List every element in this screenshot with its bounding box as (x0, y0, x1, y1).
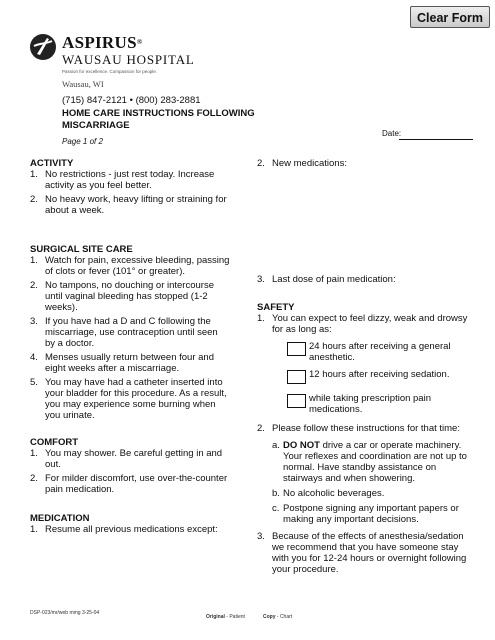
document-title (62, 108, 255, 132)
item-text: Because of the effects of anesthesia/sedation we recommend that you have someone stay with you for 12-24 hours or overnight following your procedure. (272, 531, 467, 575)
sub-letter: a. (272, 440, 280, 451)
brand-name: ASPIRUS® (62, 33, 143, 52)
copy-label: Copy (263, 614, 276, 620)
item-text: Menses usually return between four and eight weeks after a miscarriage. (45, 352, 214, 374)
sub-text: drive a car or operate machinery. Your reflexes and coordination are not up to normal. Have standby assistance on stairways and when showering. (283, 440, 467, 484)
title-line-1: HOME CARE INSTRUCTIONS FOLLOWING (62, 108, 255, 119)
copy-routing (263, 614, 292, 620)
duration-options (257, 341, 472, 415)
item-text: Watch for pain, excessive bleeding, passing of clots or fever (101° or greater). (45, 255, 230, 277)
item-number: 1. (30, 448, 38, 459)
sub-letter: c. (272, 503, 280, 514)
checkbox[interactable] (287, 342, 306, 356)
safety-heading: SAFETY (257, 302, 295, 313)
activity-heading: ACTIVITY (30, 158, 74, 169)
hospital-name: WAUSAU HOSPITAL (62, 52, 195, 67)
item-number: 1. (30, 255, 38, 266)
item-text: For milder discomfort, use over-the-counter pain medication. (45, 473, 228, 495)
checkbox[interactable] (287, 370, 306, 384)
tagline: Passion for excellence. Compassion for people. (62, 69, 158, 74)
surgical-heading: SURGICAL SITE CARE (30, 244, 133, 255)
item-text: No restrictions - just rest today. Increase activity as you feel better. (45, 169, 215, 191)
item-number: 1. (30, 524, 38, 535)
medication-item (257, 274, 472, 285)
left-column (30, 158, 230, 535)
brand-mark: ® (136, 38, 143, 46)
right-column (257, 158, 472, 575)
safety-item (257, 423, 472, 434)
date-label: Date: (382, 129, 402, 138)
original-destination: - Patient (224, 614, 245, 620)
option-label: while taking prescription pain medications. (309, 393, 431, 415)
surgical-item (30, 255, 230, 277)
option-label: 12 hours after receiving sedation. (309, 369, 450, 380)
activity-item (30, 169, 230, 191)
sub-text: Postpone signing any important papers or making any important decisions. (283, 503, 459, 525)
item-text: You may have had a catheter inserted into your bladder for this procedure. As a result, you may experience some burning when you urinate. (45, 377, 227, 421)
page-indicator: Page 1 of 2 (62, 137, 103, 146)
comfort-item (30, 473, 230, 495)
title-line-2: MISCARRIAGE (62, 120, 130, 131)
medication-item (257, 158, 472, 169)
safety-sub-list (257, 440, 472, 525)
item-number: 1. (257, 313, 265, 324)
form-id: DSP-023/mr/web mmg 3-25-04 (30, 610, 100, 616)
item-text: Resume all previous medications except: (45, 524, 218, 535)
item-number: 3. (257, 531, 265, 542)
comfort-item (30, 448, 230, 470)
medication-heading: MEDICATION (30, 513, 90, 524)
item-number: 2. (30, 473, 38, 484)
item-text: New medications: (272, 158, 347, 169)
item-number: 3. (30, 316, 38, 327)
sub-bold: DO NOT (283, 440, 320, 451)
sub-letter: b. (272, 488, 280, 499)
item-number: 3. (257, 274, 265, 285)
surgical-item (30, 316, 230, 349)
safety-item (257, 531, 472, 575)
safety-item (257, 313, 472, 335)
date-field[interactable] (399, 139, 473, 140)
phone-numbers: (715) 847-2121 • (800) 283-2881 (62, 95, 201, 106)
item-number: 2. (30, 194, 38, 205)
option-general-anesthetic (287, 341, 472, 363)
item-number: 4. (30, 352, 38, 363)
item-text: Last dose of pain medication: (272, 274, 396, 285)
item-text: No heavy work, heavy lifting or straining for about a week. (45, 194, 227, 216)
sub-text: No alcoholic beverages. (283, 488, 385, 499)
checkbox[interactable] (287, 394, 306, 408)
surgical-item (30, 352, 230, 374)
copy-destination: - Chart (275, 614, 293, 620)
item-text: No tampons, no douching or intercourse until vaginal bleeding has stopped (1-2 weeks). (45, 280, 214, 313)
item-text: You may shower. Be careful getting in and out. (45, 448, 223, 470)
medication-item (30, 524, 230, 535)
surgical-item (30, 280, 230, 313)
item-number: 2. (30, 280, 38, 291)
item-number: 5. (30, 377, 38, 388)
item-text: Please follow these instructions for that time: (272, 423, 460, 434)
item-number: 1. (30, 169, 38, 180)
aspirus-logo-icon (28, 32, 58, 62)
item-number: 2. (257, 423, 265, 434)
item-text: You can expect to feel dizzy, weak and drowsy for as long as: (272, 313, 468, 335)
comfort-heading: COMFORT (30, 437, 79, 448)
original-label: Original (206, 614, 225, 620)
city: Wausau, WI (62, 79, 104, 89)
item-text: If you have had a D and C following the miscarriage, use contraception until seen by a doctor. (45, 316, 218, 349)
item-number: 2. (257, 158, 265, 169)
option-pain-medications (287, 393, 472, 415)
clear-form-button[interactable]: Clear Form (410, 6, 490, 28)
safety-sub-item (272, 503, 472, 525)
activity-item (30, 194, 230, 216)
safety-sub-item (272, 440, 472, 484)
surgical-item (30, 377, 230, 421)
option-sedation (287, 369, 472, 385)
safety-sub-item (272, 488, 472, 499)
original-routing (206, 614, 245, 620)
option-label: 24 hours after receiving a general anesthetic. (309, 341, 451, 363)
